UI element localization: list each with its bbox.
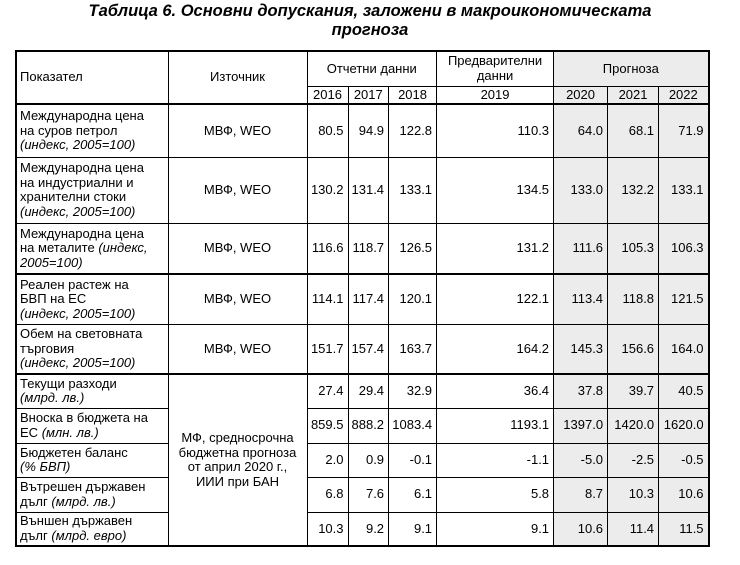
title-line-2: прогноза <box>331 21 409 39</box>
source-line: бюджетна прогноза <box>178 444 297 460</box>
table-title <box>0 2 740 40</box>
table-row <box>16 223 709 274</box>
unit-label: (индекс, 2005=100) <box>20 355 136 370</box>
cell-value: 110.3 <box>437 104 554 157</box>
cell-value: 7.6 <box>348 477 389 512</box>
source-line: МФ, средносрочна <box>181 430 294 445</box>
cell-value: 1397.0 <box>554 408 608 443</box>
cell-value: 1620.0 <box>659 408 709 443</box>
row-label <box>16 512 168 546</box>
row-label <box>16 324 168 374</box>
cell-value: 122.1 <box>437 274 554 324</box>
table-row <box>16 324 709 374</box>
label-line: Международна цена <box>20 160 144 175</box>
cell-value: 122.8 <box>389 104 437 157</box>
cell-value: 118.7 <box>348 223 389 274</box>
year-2019: 2019 <box>437 86 554 104</box>
cell-value: 36.4 <box>437 374 554 408</box>
header-preliminary-line2: данни <box>476 67 514 83</box>
header-reported: Отчетни данни <box>307 51 437 86</box>
cell-value: 126.5 <box>389 223 437 274</box>
label-line: Бюджетен баланс <box>20 444 128 460</box>
cell-value: -2.5 <box>608 443 659 477</box>
cell-value: 157.4 <box>348 324 389 374</box>
row-label <box>16 274 168 324</box>
cell-value: 131.2 <box>437 223 554 274</box>
cell-value: 145.3 <box>554 324 608 374</box>
cell-value: 133.1 <box>389 157 437 223</box>
source-line: ИИИ при БАН <box>195 473 280 489</box>
cell-value: 5.8 <box>437 477 554 512</box>
cell-value: 39.7 <box>608 374 659 408</box>
row-label <box>16 223 168 274</box>
year-2022: 2022 <box>659 86 709 104</box>
cell-value: 114.1 <box>307 274 348 324</box>
year-2020: 2020 <box>554 86 608 104</box>
cell-value: 151.7 <box>307 324 348 374</box>
unit-label: (млрд. лв.) <box>51 493 116 509</box>
row-label <box>16 477 168 512</box>
title-line-1: Таблица 6. Основни допускания, заложени в макроикономическата <box>88 2 652 20</box>
cell-value: -0.5 <box>659 443 709 477</box>
year-2016: 2016 <box>307 86 348 104</box>
cell-value: 68.1 <box>608 104 659 157</box>
cell-value: 134.5 <box>437 157 554 223</box>
unit-label: (млрд. евро) <box>51 527 127 543</box>
cell-value: 10.3 <box>608 477 659 512</box>
assumptions-table <box>15 50 710 547</box>
row-source: МВФ, WEO <box>168 223 307 274</box>
cell-value: 163.7 <box>389 324 437 374</box>
label-line: ЕС <box>20 424 39 440</box>
label-line: на индустриални и <box>20 174 134 190</box>
cell-value: 121.5 <box>659 274 709 324</box>
row-label <box>16 408 168 443</box>
row-source: МВФ, WEO <box>168 274 307 324</box>
table-row <box>16 374 709 408</box>
cell-value: 113.4 <box>554 274 608 324</box>
header-forecast: Прогноза <box>554 51 709 86</box>
row-label <box>16 104 168 157</box>
cell-value: 6.1 <box>389 477 437 512</box>
unit-label: (индекс, 2005=100) <box>20 305 136 321</box>
header-preliminary <box>437 51 554 86</box>
unit-label: (индекс, 2005=100) <box>20 203 136 219</box>
unit-label: (млн. лв.) <box>41 424 99 440</box>
cell-value: 164.0 <box>659 324 709 374</box>
label-line: на суров петрол <box>20 122 118 138</box>
cell-value: 164.2 <box>437 324 554 374</box>
cell-value: 130.2 <box>307 157 348 223</box>
unit-label: (индекс, 2005=100) <box>20 137 136 152</box>
label-line: Външен държавен <box>20 513 133 529</box>
cell-value: -5.0 <box>554 443 608 477</box>
table-row <box>16 157 709 223</box>
cell-value: 133.1 <box>659 157 709 223</box>
cell-value: 27.4 <box>307 374 348 408</box>
cell-value: 1083.4 <box>389 408 437 443</box>
cell-value: 9.2 <box>348 512 389 546</box>
table-row <box>16 408 709 443</box>
unit-label: 2005=100) <box>20 254 83 270</box>
label-line: Международна цена <box>20 225 144 241</box>
cell-value: -1.1 <box>437 443 554 477</box>
cell-value: -0.1 <box>389 443 437 477</box>
table-row <box>16 512 709 546</box>
row-source: МВФ, WEO <box>168 324 307 374</box>
cell-value: 11.5 <box>659 512 709 546</box>
header-indicator: Показател <box>16 51 168 104</box>
cell-value: 1420.0 <box>608 408 659 443</box>
table-row <box>16 274 709 324</box>
cell-value: 9.1 <box>437 512 554 546</box>
row-label <box>16 443 168 477</box>
source-line: от април 2020 г., <box>187 459 288 474</box>
header-row-1 <box>16 51 709 86</box>
shared-source <box>168 374 307 546</box>
cell-value: 10.3 <box>307 512 348 546</box>
row-source: МВФ, WEO <box>168 104 307 157</box>
cell-value: 888.2 <box>348 408 389 443</box>
table-row <box>16 477 709 512</box>
cell-value: 40.5 <box>659 374 709 408</box>
year-2021: 2021 <box>608 86 659 104</box>
cell-value: 6.8 <box>307 477 348 512</box>
header-source: Източник <box>168 51 307 104</box>
label-line: Реален растеж на <box>20 276 129 292</box>
table-row <box>16 104 709 157</box>
cell-value: 859.5 <box>307 408 348 443</box>
cell-value: 1193.1 <box>437 408 554 443</box>
cell-value: 80.5 <box>307 104 348 157</box>
table-row <box>16 443 709 477</box>
cell-value: 133.0 <box>554 157 608 223</box>
header-preliminary-line1: Предварителни <box>447 53 543 69</box>
label-line: дълг <box>20 493 48 509</box>
label-line: Вътрешен държавен <box>20 479 146 494</box>
cell-value: 156.6 <box>608 324 659 374</box>
label-line: на металите <box>20 240 95 255</box>
label-line: хранителни стоки <box>20 189 127 204</box>
cell-value: 131.4 <box>348 157 389 223</box>
cell-value: 0.9 <box>348 443 389 477</box>
cell-value: 111.6 <box>554 223 608 274</box>
cell-value: 10.6 <box>659 477 709 512</box>
cell-value: 116.6 <box>307 223 348 274</box>
cell-value: 29.4 <box>348 374 389 408</box>
label-line: Обем на световната <box>20 326 143 341</box>
cell-value: 11.4 <box>608 512 659 546</box>
cell-value: 64.0 <box>554 104 608 157</box>
year-2017: 2017 <box>348 86 389 104</box>
cell-value: 132.2 <box>608 157 659 223</box>
row-label <box>16 157 168 223</box>
label-line: Международна цена <box>20 108 144 123</box>
label-line: Вноска в бюджета на <box>20 410 148 425</box>
unit-label: (индекс, <box>98 240 148 255</box>
cell-value: 9.1 <box>389 512 437 546</box>
label-line: търговия <box>20 340 75 356</box>
label-line: дълг <box>20 527 48 543</box>
unit-label: (% БВП) <box>20 459 71 474</box>
row-source: МВФ, WEO <box>168 157 307 223</box>
cell-value: 120.1 <box>389 274 437 324</box>
label-line: Текущи разходи <box>20 375 117 391</box>
year-2018: 2018 <box>389 86 437 104</box>
label-line: БВП на ЕС <box>20 291 87 306</box>
cell-value: 106.3 <box>659 223 709 274</box>
cell-value: 118.8 <box>608 274 659 324</box>
cell-value: 105.3 <box>608 223 659 274</box>
cell-value: 32.9 <box>389 374 437 408</box>
cell-value: 94.9 <box>348 104 389 157</box>
cell-value: 71.9 <box>659 104 709 157</box>
cell-value: 37.8 <box>554 374 608 408</box>
cell-value: 10.6 <box>554 512 608 546</box>
row-label <box>16 374 168 408</box>
cell-value: 117.4 <box>348 274 389 324</box>
cell-value: 8.7 <box>554 477 608 512</box>
unit-label: (млрд. лв.) <box>20 390 85 406</box>
cell-value: 2.0 <box>307 443 348 477</box>
